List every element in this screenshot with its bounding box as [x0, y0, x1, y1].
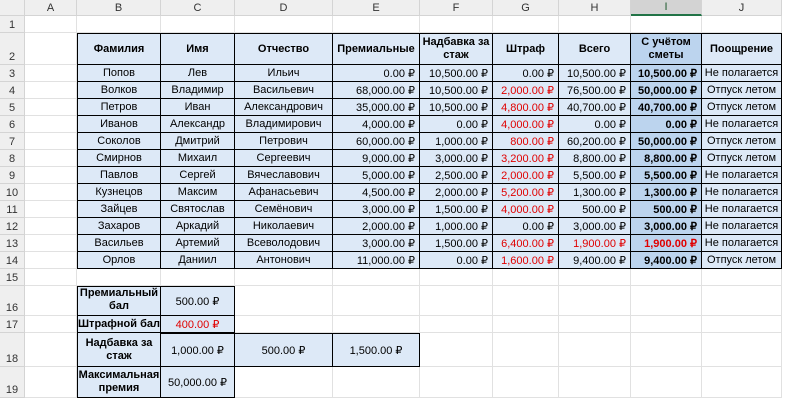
seniority-value-3[interactable]: 1,500.00 ₽: [333, 333, 420, 367]
table-cell-j9[interactable]: Не полагается: [702, 167, 782, 184]
cell-j16[interactable]: [702, 286, 782, 316]
cell-a11[interactable]: [25, 201, 77, 218]
row-header-5[interactable]: 5: [0, 99, 25, 116]
table-cell-i13[interactable]: 1,900.00 ₽: [631, 235, 702, 252]
cell-a10[interactable]: [25, 184, 77, 201]
table-header-h[interactable]: Всего: [559, 33, 631, 65]
select-all-corner[interactable]: [0, 0, 25, 16]
table-cell-d4[interactable]: Васильевич: [235, 82, 333, 99]
table-header-c[interactable]: Имя: [161, 33, 235, 65]
cell-h15[interactable]: [559, 269, 631, 286]
table-cell-i10[interactable]: 1,300.00 ₽: [631, 184, 702, 201]
table-cell-j12[interactable]: Не полагается: [702, 218, 782, 235]
row-header-15[interactable]: 15: [0, 269, 25, 286]
table-cell-j10[interactable]: Не полагается: [702, 184, 782, 201]
cell-i18[interactable]: [631, 333, 702, 367]
row-header-3[interactable]: 3: [0, 65, 25, 82]
cell-a8[interactable]: [25, 150, 77, 167]
cell-a19[interactable]: [25, 367, 77, 398]
column-header-e[interactable]: E: [333, 0, 420, 16]
table-cell-g8[interactable]: 3,200.00 ₽: [493, 150, 559, 167]
cell-c15[interactable]: [161, 269, 235, 286]
cell-f18[interactable]: [420, 333, 493, 367]
column-header-a[interactable]: A: [25, 0, 77, 16]
table-cell-i8[interactable]: 8,800.00 ₽: [631, 150, 702, 167]
table-cell-i5[interactable]: 40,700.00 ₽: [631, 99, 702, 116]
table-cell-b11[interactable]: Зайцев: [77, 201, 161, 218]
column-header-i[interactable]: I: [631, 0, 702, 16]
cell-g18[interactable]: [493, 333, 559, 367]
cell-c1[interactable]: [161, 16, 235, 33]
cell-a18[interactable]: [25, 333, 77, 367]
table-cell-i9[interactable]: 5,500.00 ₽: [631, 167, 702, 184]
table-cell-c7[interactable]: Дмитрий: [161, 133, 235, 150]
column-header-j[interactable]: J: [702, 0, 782, 16]
row-header-18[interactable]: 18: [0, 333, 25, 367]
table-cell-e5[interactable]: 35,000.00 ₽: [333, 99, 420, 116]
table-cell-b3[interactable]: Попов: [77, 65, 161, 82]
cell-a5[interactable]: [25, 99, 77, 116]
table-cell-b12[interactable]: Захаров: [77, 218, 161, 235]
table-cell-e14[interactable]: 11,000.00 ₽: [333, 252, 420, 269]
table-cell-j8[interactable]: Отпуск летом: [702, 150, 782, 167]
table-cell-e4[interactable]: 68,000.00 ₽: [333, 82, 420, 99]
table-cell-i4[interactable]: 50,000.00 ₽: [631, 82, 702, 99]
row-header-19[interactable]: 19: [0, 367, 25, 398]
table-cell-f13[interactable]: 1,500.00 ₽: [420, 235, 493, 252]
table-cell-g5[interactable]: 4,800.00 ₽: [493, 99, 559, 116]
table-cell-b10[interactable]: Кузнецов: [77, 184, 161, 201]
cell-a16[interactable]: [25, 286, 77, 316]
column-header-d[interactable]: D: [235, 0, 333, 16]
row-header-16[interactable]: 16: [0, 286, 25, 316]
row-header-7[interactable]: 7: [0, 133, 25, 150]
table-cell-d6[interactable]: Владимирович: [235, 116, 333, 133]
max-premium-value[interactable]: 50,000.00 ₽: [161, 367, 235, 398]
table-cell-d5[interactable]: Александрович: [235, 99, 333, 116]
table-header-j[interactable]: Поощрение: [702, 33, 782, 65]
cell-h17[interactable]: [559, 316, 631, 333]
table-cell-g14[interactable]: 1,600.00 ₽: [493, 252, 559, 269]
table-cell-c6[interactable]: Александр: [161, 116, 235, 133]
row-header-10[interactable]: 10: [0, 184, 25, 201]
row-header-4[interactable]: 4: [0, 82, 25, 99]
cell-j15[interactable]: [702, 269, 782, 286]
table-cell-h11[interactable]: 500.00 ₽: [559, 201, 631, 218]
table-header-g[interactable]: Штраф: [493, 33, 559, 65]
table-cell-d9[interactable]: Вячеславович: [235, 167, 333, 184]
table-cell-f5[interactable]: 10,500.00 ₽: [420, 99, 493, 116]
cell-d1[interactable]: [235, 16, 333, 33]
row-header-11[interactable]: 11: [0, 201, 25, 218]
cell-a4[interactable]: [25, 82, 77, 99]
column-header-f[interactable]: F: [420, 0, 493, 16]
table-cell-d10[interactable]: Афанасьевич: [235, 184, 333, 201]
table-cell-f9[interactable]: 2,500.00 ₽: [420, 167, 493, 184]
cell-f17[interactable]: [420, 316, 493, 333]
table-cell-h10[interactable]: 1,300.00 ₽: [559, 184, 631, 201]
cell-h18[interactable]: [559, 333, 631, 367]
premium-label[interactable]: Премиальный бал: [77, 286, 161, 316]
penalty-value[interactable]: 400.00 ₽: [161, 316, 235, 333]
column-header-c[interactable]: C: [161, 0, 235, 16]
row-header-13[interactable]: 13: [0, 235, 25, 252]
cell-i15[interactable]: [631, 269, 702, 286]
table-cell-e9[interactable]: 5,000.00 ₽: [333, 167, 420, 184]
cell-i1[interactable]: [631, 16, 702, 33]
table-cell-c8[interactable]: Михаил: [161, 150, 235, 167]
table-cell-b6[interactable]: Иванов: [77, 116, 161, 133]
row-header-6[interactable]: 6: [0, 116, 25, 133]
table-cell-j11[interactable]: Не полагается: [702, 201, 782, 218]
cell-g1[interactable]: [493, 16, 559, 33]
table-cell-j6[interactable]: Не полагается: [702, 116, 782, 133]
cell-i19[interactable]: [631, 367, 702, 398]
max-premium-label[interactable]: Максимальная премия: [77, 367, 161, 398]
cell-a17[interactable]: [25, 316, 77, 333]
table-cell-j7[interactable]: Отпуск летом: [702, 133, 782, 150]
table-cell-f10[interactable]: 2,000.00 ₽: [420, 184, 493, 201]
cell-d19[interactable]: [235, 367, 333, 398]
table-cell-c13[interactable]: Артемий: [161, 235, 235, 252]
table-cell-g10[interactable]: 5,200.00 ₽: [493, 184, 559, 201]
table-cell-f3[interactable]: 10,500.00 ₽: [420, 65, 493, 82]
table-cell-e12[interactable]: 2,000.00 ₽: [333, 218, 420, 235]
table-header-i[interactable]: С учётом сметы: [631, 33, 702, 65]
cell-a13[interactable]: [25, 235, 77, 252]
table-cell-e6[interactable]: 4,000.00 ₽: [333, 116, 420, 133]
table-cell-h12[interactable]: 3,000.00 ₽: [559, 218, 631, 235]
table-cell-g12[interactable]: 0.00 ₽: [493, 218, 559, 235]
table-cell-h5[interactable]: 40,700.00 ₽: [559, 99, 631, 116]
table-cell-d7[interactable]: Петрович: [235, 133, 333, 150]
table-cell-i14[interactable]: 9,400.00 ₽: [631, 252, 702, 269]
seniority-label[interactable]: Надбавка за стаж: [77, 333, 161, 367]
table-header-e[interactable]: Премиальные: [333, 33, 420, 65]
table-cell-h3[interactable]: 10,500.00 ₽: [559, 65, 631, 82]
row-header-9[interactable]: 9: [0, 167, 25, 184]
table-cell-c14[interactable]: Даниил: [161, 252, 235, 269]
table-header-f[interactable]: Надбавка за стаж: [420, 33, 493, 65]
table-cell-b9[interactable]: Павлов: [77, 167, 161, 184]
cell-a14[interactable]: [25, 252, 77, 269]
cell-b1[interactable]: [77, 16, 161, 33]
table-cell-f6[interactable]: 0.00 ₽: [420, 116, 493, 133]
cell-a6[interactable]: [25, 116, 77, 133]
cell-j19[interactable]: [702, 367, 782, 398]
cell-b15[interactable]: [77, 269, 161, 286]
cell-f15[interactable]: [420, 269, 493, 286]
table-cell-c3[interactable]: Лев: [161, 65, 235, 82]
cell-h1[interactable]: [559, 16, 631, 33]
cell-j1[interactable]: [702, 16, 782, 33]
table-cell-b14[interactable]: Орлов: [77, 252, 161, 269]
cell-e1[interactable]: [333, 16, 420, 33]
table-cell-b7[interactable]: Соколов: [77, 133, 161, 150]
table-cell-d3[interactable]: Ильич: [235, 65, 333, 82]
table-cell-d13[interactable]: Всеволодович: [235, 235, 333, 252]
cell-i16[interactable]: [631, 286, 702, 316]
cell-h16[interactable]: [559, 286, 631, 316]
table-cell-h4[interactable]: 76,500.00 ₽: [559, 82, 631, 99]
table-cell-e3[interactable]: 0.00 ₽: [333, 65, 420, 82]
table-header-d[interactable]: Отчество: [235, 33, 333, 65]
table-cell-c4[interactable]: Владимир: [161, 82, 235, 99]
table-cell-b8[interactable]: Смирнов: [77, 150, 161, 167]
cell-a7[interactable]: [25, 133, 77, 150]
cell-d15[interactable]: [235, 269, 333, 286]
table-cell-h7[interactable]: 60,200.00 ₽: [559, 133, 631, 150]
table-cell-c9[interactable]: Сергей: [161, 167, 235, 184]
table-cell-e10[interactable]: 4,500.00 ₽: [333, 184, 420, 201]
table-cell-f12[interactable]: 1,000.00 ₽: [420, 218, 493, 235]
premium-value[interactable]: 500.00 ₽: [161, 286, 235, 316]
table-cell-h13[interactable]: 1,900.00 ₽: [559, 235, 631, 252]
column-header-b[interactable]: B: [77, 0, 161, 16]
column-header-h[interactable]: H: [559, 0, 631, 16]
table-cell-j5[interactable]: Отпуск летом: [702, 99, 782, 116]
column-header-g[interactable]: G: [493, 0, 559, 16]
cell-f19[interactable]: [420, 367, 493, 398]
cell-i17[interactable]: [631, 316, 702, 333]
cell-a12[interactable]: [25, 218, 77, 235]
cell-a15[interactable]: [25, 269, 77, 286]
table-cell-d12[interactable]: Николаевич: [235, 218, 333, 235]
table-cell-b5[interactable]: Петров: [77, 99, 161, 116]
row-header-2[interactable]: 2: [0, 33, 25, 65]
seniority-value-2[interactable]: 500.00 ₽: [235, 333, 333, 367]
cell-h19[interactable]: [559, 367, 631, 398]
table-cell-j3[interactable]: Не полагается: [702, 65, 782, 82]
cell-f1[interactable]: [420, 16, 493, 33]
cell-g15[interactable]: [493, 269, 559, 286]
cell-a9[interactable]: [25, 167, 77, 184]
table-cell-b13[interactable]: Васильев: [77, 235, 161, 252]
row-header-14[interactable]: 14: [0, 252, 25, 269]
cell-f16[interactable]: [420, 286, 493, 316]
table-cell-j14[interactable]: Отпуск летом: [702, 252, 782, 269]
table-cell-g11[interactable]: 4,000.00 ₽: [493, 201, 559, 218]
table-cell-e11[interactable]: 3,000.00 ₽: [333, 201, 420, 218]
table-cell-h8[interactable]: 8,800.00 ₽: [559, 150, 631, 167]
table-cell-g13[interactable]: 6,400.00 ₽: [493, 235, 559, 252]
cell-e19[interactable]: [333, 367, 420, 398]
table-cell-c10[interactable]: Максим: [161, 184, 235, 201]
cell-j17[interactable]: [702, 316, 782, 333]
cell-j18[interactable]: [702, 333, 782, 367]
row-header-12[interactable]: 12: [0, 218, 25, 235]
table-cell-d11[interactable]: Семёнович: [235, 201, 333, 218]
table-cell-j4[interactable]: Отпуск летом: [702, 82, 782, 99]
table-cell-h9[interactable]: 5,500.00 ₽: [559, 167, 631, 184]
cell-e16[interactable]: [333, 286, 420, 316]
table-cell-h14[interactable]: 9,400.00 ₽: [559, 252, 631, 269]
table-cell-i7[interactable]: 50,000.00 ₽: [631, 133, 702, 150]
penalty-label[interactable]: Штрафной бал: [77, 316, 161, 333]
cell-g19[interactable]: [493, 367, 559, 398]
cell-e17[interactable]: [333, 316, 420, 333]
cell-g16[interactable]: [493, 286, 559, 316]
table-cell-c11[interactable]: Святослав: [161, 201, 235, 218]
row-header-8[interactable]: 8: [0, 150, 25, 167]
table-cell-f7[interactable]: 1,000.00 ₽: [420, 133, 493, 150]
table-cell-g6[interactable]: 4,000.00 ₽: [493, 116, 559, 133]
table-cell-g9[interactable]: 2,000.00 ₽: [493, 167, 559, 184]
table-cell-f14[interactable]: 0.00 ₽: [420, 252, 493, 269]
cell-a1[interactable]: [25, 16, 77, 33]
table-cell-e7[interactable]: 60,000.00 ₽: [333, 133, 420, 150]
seniority-value-1[interactable]: 1,000.00 ₽: [161, 333, 235, 367]
table-cell-c5[interactable]: Иван: [161, 99, 235, 116]
table-cell-f11[interactable]: 1,500.00 ₽: [420, 201, 493, 218]
table-header-b[interactable]: Фамилия: [77, 33, 161, 65]
table-cell-i12[interactable]: 3,000.00 ₽: [631, 218, 702, 235]
table-cell-g7[interactable]: 800.00 ₽: [493, 133, 559, 150]
cell-d16[interactable]: [235, 286, 333, 316]
table-cell-b4[interactable]: Волков: [77, 82, 161, 99]
table-cell-g4[interactable]: 2,000.00 ₽: [493, 82, 559, 99]
table-cell-d8[interactable]: Сергеевич: [235, 150, 333, 167]
cell-g17[interactable]: [493, 316, 559, 333]
row-header-17[interactable]: 17: [0, 316, 25, 333]
table-cell-h6[interactable]: 0.00 ₽: [559, 116, 631, 133]
cell-e15[interactable]: [333, 269, 420, 286]
row-header-1[interactable]: 1: [0, 16, 25, 33]
table-cell-i6[interactable]: 0.00 ₽: [631, 116, 702, 133]
table-cell-f4[interactable]: 10,500.00 ₽: [420, 82, 493, 99]
table-cell-e13[interactable]: 3,000.00 ₽: [333, 235, 420, 252]
table-cell-j13[interactable]: Не полагается: [702, 235, 782, 252]
table-cell-f8[interactable]: 3,000.00 ₽: [420, 150, 493, 167]
table-cell-d14[interactable]: Антонович: [235, 252, 333, 269]
table-cell-c12[interactable]: Аркадий: [161, 218, 235, 235]
table-cell-i11[interactable]: 500.00 ₽: [631, 201, 702, 218]
cell-d17[interactable]: [235, 316, 333, 333]
table-cell-e8[interactable]: 9,000.00 ₽: [333, 150, 420, 167]
table-cell-i3[interactable]: 10,500.00 ₽: [631, 65, 702, 82]
cell-a2[interactable]: [25, 33, 77, 65]
table-cell-g3[interactable]: 0.00 ₽: [493, 65, 559, 82]
cell-a3[interactable]: [25, 65, 77, 82]
